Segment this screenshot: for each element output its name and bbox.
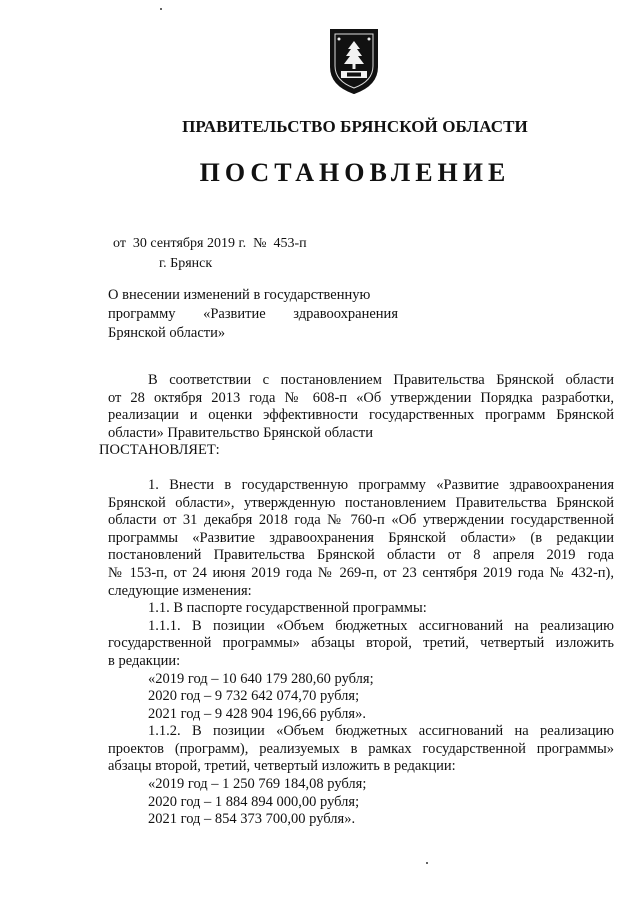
preamble-line: области» Правительство Брянской области xyxy=(108,424,373,441)
item-1-1-2-line: абзацы второй, третий, четвертый изложить в редакции: xyxy=(108,758,456,775)
item-1-line: постановлений Правительства Брянской области от 8 апреля 2019 года xyxy=(108,547,614,564)
preamble-line: реализации и оценки эффективности государственных программ Брянской xyxy=(108,407,614,424)
item-1-1-1-line: 1.1.1. В позиции «Объем бюджетных ассигнований на реализацию xyxy=(148,617,614,634)
item-1-line: следующие изменения: xyxy=(108,582,252,599)
subject-line: программу «Развитие здравоохранения xyxy=(108,306,398,322)
amount-line: «2019 год – 1 250 769 184,08 рубля; xyxy=(148,776,367,793)
item-1-1-2-line: проектов (программ), реализуемых в рамках государственной программы» xyxy=(108,740,614,757)
document-subject xyxy=(108,286,398,343)
item-1-1-1-line: в редакции: xyxy=(108,652,181,669)
item-1-line: № 153-п, от 24 июня 2019 года № 269-п, от 23 сентября 2019 года № 432-п), xyxy=(108,564,614,581)
document-type: ПОСТАНОВЛЕНИЕ xyxy=(199,158,511,187)
item-1-line: 1. Внести в государственную программу «Развитие здравоохранения xyxy=(148,476,614,493)
item-1-line: области от 31 декабря 2018 года № 760-п «Об утверждении государственной xyxy=(108,512,614,529)
preamble-line: В соответствии с постановлением Правительства Брянской области xyxy=(148,372,614,388)
scan-speck xyxy=(426,862,428,864)
scan-speck xyxy=(160,8,162,10)
date-number-line: от 30 сентября 2019 г. № 453-п xyxy=(113,236,307,251)
resolves-line: ПОСТАНОВЛЯЕТ: xyxy=(99,442,220,459)
subject-line: О внесении изменений в государственную xyxy=(108,287,371,303)
amount-line: 2020 год – 1 884 894 000,00 рубля; xyxy=(148,793,360,810)
city-line: г. Брянск xyxy=(159,256,213,271)
government-title: ПРАВИТЕЛЬСТВО БРЯНСКОЙ ОБЛАСТИ xyxy=(182,117,528,136)
item-1-1-2-line: 1.1.2. В позиции «Объем бюджетных ассигнований на реализацию xyxy=(148,723,614,740)
preamble-line: от 28 октября 2013 года № 608-п «Об утверждении Порядка разработки, xyxy=(108,389,614,406)
item-1-1-1-line: государственной программы» абзацы второй, третий, четвертый изложить xyxy=(108,635,614,652)
coat-of-arms-icon xyxy=(327,27,381,95)
item-1-1: 1.1. В паспорте государственной программы: xyxy=(148,600,427,617)
item-1-line: Брянской области», утвержденную постановлением Правительства Брянской xyxy=(108,494,614,511)
amount-line: «2019 год – 10 640 179 280,60 рубля; xyxy=(148,670,374,687)
amount-line: 2021 год – 854 373 700,00 рубля». xyxy=(148,811,356,828)
amount-line: 2021 год – 9 428 904 196,66 рубля». xyxy=(148,705,366,722)
subject-line: Брянской области» xyxy=(108,325,226,341)
amount-line: 2020 год – 9 732 642 074,70 рубля; xyxy=(148,688,360,705)
item-1-line: программы «Развитие здравоохранения Брянской области» (в редакции xyxy=(108,529,614,546)
document-body xyxy=(99,372,614,829)
